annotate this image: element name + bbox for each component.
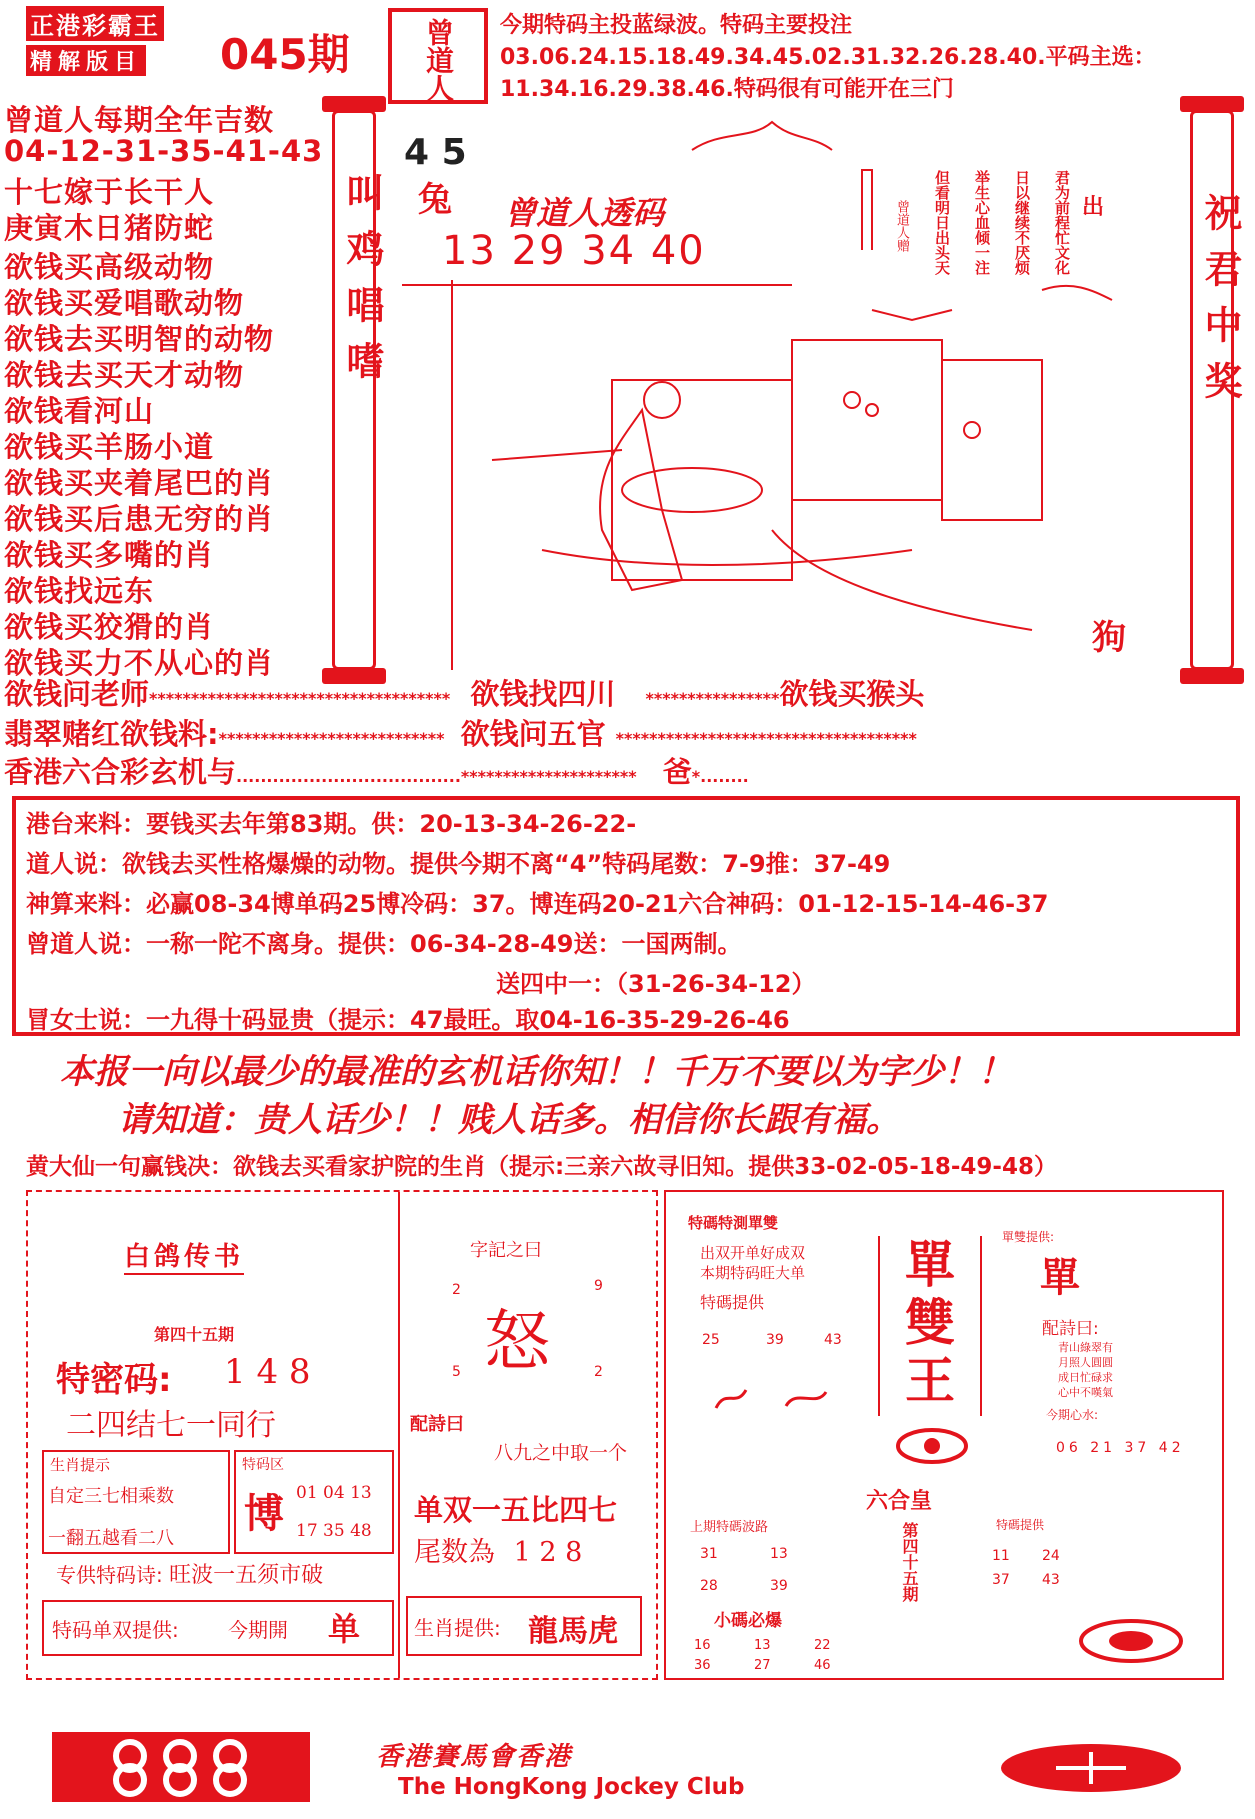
bl-special-label: 特码区 <box>242 1457 284 1473</box>
slogan-1: 本报一向以最少的最准的玄机话你知！！千万不要以为字少！！ <box>60 1052 1012 1092</box>
br-side-title: 單雙提供: <box>1002 1230 1055 1244</box>
scroll-left-text: 叫鸡唱嗜 <box>340 173 384 397</box>
br-head: 特碼特測單雙 <box>688 1214 779 1232</box>
bl-special-box <box>234 1450 394 1554</box>
br-poem-line: 成日忙碌求 <box>1058 1371 1113 1384</box>
bm-big-char: 怒 <box>484 1303 550 1380</box>
bl-hint-2: 一翻五越看二八 <box>48 1528 174 1549</box>
br-big-char: 王 <box>905 1352 955 1410</box>
br-poem-line: 青山綠翠有 <box>1058 1341 1113 1354</box>
picture-number-top: 4 5 <box>404 132 467 173</box>
br-small-num: 22 <box>814 1638 831 1653</box>
bl-slogan: 二四结七一同行 <box>66 1408 276 1443</box>
br-big-char: 單 <box>905 1236 955 1294</box>
picture-panel <box>392 110 1178 670</box>
header-logo <box>26 6 216 74</box>
bl-bet-char: 博 <box>244 1491 284 1537</box>
bm-zodiac-label: 生肖提供: <box>414 1616 501 1640</box>
mid-line-a: 欲钱问老师 <box>4 677 150 711</box>
left-line: 欲钱买狡猾的肖 <box>4 610 215 644</box>
br-small-num: 16 <box>694 1638 711 1653</box>
br-side-big: 單 <box>1040 1255 1080 1301</box>
br-small-num: 46 <box>814 1658 831 1673</box>
bl-poem: 旺波一五须市破 <box>169 1563 324 1588</box>
left-line: 欲钱买后患无穷的肖 <box>4 502 275 536</box>
bl-mid-box <box>398 1192 658 1678</box>
info-box <box>12 796 1240 1036</box>
info-line: 曾道人说：一称一陀不离身。提供：06-34-28-49送：一国两制。 <box>26 930 742 958</box>
stars: ********************* <box>460 767 637 786</box>
br-sub1: 出双开单好成双 <box>700 1244 806 1262</box>
mid-line-b: 欲钱找四川 <box>470 677 616 711</box>
dots: ..................................... <box>236 767 461 786</box>
mid-line-3 <box>4 750 749 791</box>
br-code: 43 <box>824 1332 842 1348</box>
br-tips-num: 24 <box>1042 1548 1060 1564</box>
seal-text: 曾道人 <box>422 18 455 102</box>
bm-poem-label: 配詩曰 <box>410 1414 464 1435</box>
mid-line-b: 爸 <box>662 755 692 789</box>
seal-box <box>388 8 488 104</box>
br-wave-label: 上期特碼波路 <box>690 1520 769 1535</box>
mid-line-b: 欲钱问五官 <box>460 717 606 751</box>
br-sub2: 本期特码旺大单 <box>700 1264 806 1282</box>
bm-line2-label: 尾数為 <box>414 1537 495 1568</box>
br-wave-num: 28 <box>700 1578 718 1594</box>
mid-line-1 <box>4 672 924 713</box>
br-wave-num: 39 <box>770 1578 788 1594</box>
br-big-title <box>878 1236 982 1416</box>
verse-col: 曾道人赠 <box>894 200 909 252</box>
left-line: 欲钱找远东 <box>4 574 155 608</box>
left-line: 曾道人每期全年吉数 <box>4 103 275 137</box>
bottom-right-panel <box>664 1190 1224 1680</box>
bl-hint-box <box>42 1450 230 1554</box>
bm-poem: 八九之中取一个 <box>494 1442 628 1464</box>
bm-corner-num: 2 <box>452 1282 461 1298</box>
br-code: 39 <box>766 1332 784 1348</box>
left-line: 欲钱买羊肠小道 <box>4 430 215 464</box>
bl-hint-title: 生肖提示 <box>50 1456 111 1474</box>
mid-line-a: 香港六合彩玄机与 <box>4 755 237 789</box>
verse-col: 举生心血倾一注 <box>973 170 991 275</box>
info-line: 道人说：欲钱去买性格爆燥的动物。提供今期不离“4”特码尾数：7-9推：37-49 <box>26 850 891 878</box>
info-line: 送四中一：（31-26-34-12） <box>496 970 816 998</box>
bl-double-label: 特码单双提供: <box>52 1618 179 1642</box>
br-poem-label: 配詩曰: <box>1042 1319 1099 1339</box>
footer-right-logo <box>996 1740 1186 1796</box>
br-tips-label: 特碼提供 <box>996 1518 1045 1532</box>
left-line: 欲钱去买天才动物 <box>4 358 245 392</box>
br-tips-num: 43 <box>1042 1572 1060 1588</box>
info-line: 神算来料：必赢08-34博单码25博冷码：37。博连码20-21六合神码：01-12-15-14-46-37 <box>26 890 1049 918</box>
bl-double-prefix: 今期開 <box>228 1618 288 1642</box>
picture-illustration <box>392 110 1178 670</box>
picture-title: 曾道人透码 <box>504 194 665 232</box>
bl-double-box <box>42 1600 394 1656</box>
left-line: 欲钱去买明智的动物 <box>4 322 275 356</box>
br-lower-title: 六合皇 <box>866 1489 933 1514</box>
bm-zodiac-value: 龍馬虎 <box>528 1614 618 1649</box>
br-wave-num: 31 <box>700 1546 718 1562</box>
bm-corner-num: 2 <box>594 1364 603 1380</box>
bl-issue: 第四十五期 <box>154 1325 235 1344</box>
br-small-label: 小碼必爆 <box>714 1611 782 1631</box>
left-line: 欲钱买多嘴的肖 <box>4 538 215 572</box>
left-line: 欲钱买夹着尾巴的肖 <box>4 466 275 500</box>
mid-line-a: 翡翠赌红欲钱料: <box>4 717 219 751</box>
verse-out: 出 <box>1082 195 1105 220</box>
br-poem-line: 心中不嘆氣 <box>1058 1386 1113 1399</box>
dots: *........ <box>691 767 749 786</box>
br-wave-num: 13 <box>770 1546 788 1562</box>
scroll-left <box>332 110 384 670</box>
bl-special-numbers: 01 04 13 17 35 48 <box>296 1483 372 1541</box>
stars: *************************** <box>218 729 445 748</box>
left-line: 十七嫁于长干人 <box>4 175 215 209</box>
br-small-num: 13 <box>754 1638 771 1653</box>
stars: ************************************ <box>149 689 451 708</box>
br-small-num: 27 <box>754 1658 771 1673</box>
bm-corner-num: 9 <box>594 1278 603 1294</box>
left-line: 欲钱买爱唱歌动物 <box>4 286 245 320</box>
br-big-char: 雙 <box>905 1294 955 1352</box>
bm-line1: 单双一五比四七 <box>414 1493 618 1527</box>
info-line: 冒女士说：一九得十码显贵（提示：47最旺。取04-16-35-29-26-46 <box>26 1006 790 1034</box>
br-code: 25 <box>702 1332 720 1348</box>
picture-dog: 狗 <box>1092 618 1126 658</box>
picture-numbers: 13 29 34 40 <box>442 228 706 274</box>
bm-line2 <box>414 1530 582 1569</box>
verse-col: 但看明日出头天 <box>933 170 951 275</box>
left-line: 欲钱看河山 <box>4 394 155 428</box>
br-tips-num: 37 <box>992 1572 1010 1588</box>
scroll-right <box>1190 110 1242 670</box>
br-flower-icon <box>892 1426 972 1466</box>
bl-poem-row <box>56 1558 323 1589</box>
scroll-right-text: 祝君中奖 <box>1198 193 1242 417</box>
left-line: 欲钱买高级动物 <box>4 250 215 284</box>
bl-code-value: 1 4 8 <box>224 1352 311 1392</box>
br-poem <box>1058 1340 1208 1400</box>
left-line: 04-12-31-35-41-43 <box>4 134 324 168</box>
bm-zodiac-box <box>406 1596 642 1656</box>
logo-line2: 精解版目 <box>26 45 146 76</box>
scroll-right-cap-bottom <box>1180 668 1244 684</box>
bl-double-value: 单 <box>328 1610 361 1648</box>
bm-corner-num: 5 <box>452 1364 461 1380</box>
stars: **************** <box>645 689 780 708</box>
info-line: 港台来料：要钱买去年第83期。供：20-13-34-26-22- <box>26 810 637 838</box>
stars: ************************************ <box>615 729 917 748</box>
footer-title-en: The HongKong Jockey Club <box>398 1774 745 1800</box>
br-seal-icon <box>1076 1616 1186 1666</box>
bl-hint-1: 自定三七相乘数 <box>48 1486 174 1507</box>
br-tips-num: 11 <box>992 1548 1010 1564</box>
mid-line-c: 欲钱买猴头 <box>779 677 925 711</box>
left-line: 欲钱买力不从心的肖 <box>4 646 275 680</box>
slogan-2: 请知道：贵人话少！！贱人话多。相信你长跟有福。 <box>118 1100 900 1140</box>
bl-title: 白鸽传书 <box>124 1236 244 1275</box>
header-notice: 今期特码主投蓝绿波。特码主要投注03.06.24.15.18.49.34.45.02.31.32.26.28.40.平码主选：11.34.16.29.38.46.特码很有可能开在三门 <box>500 13 1156 102</box>
br-issue-label: 第四十五期 <box>900 1522 919 1602</box>
br-zodiac-icons <box>706 1378 846 1418</box>
footer-left-logo <box>50 1730 312 1804</box>
picture-zodiac: 兔 <box>418 180 452 220</box>
br-code-label: 特碼提供 <box>700 1293 765 1312</box>
left-line: 庚寅木日猪防蛇 <box>4 211 215 245</box>
bm-head: 字記之曰 <box>470 1240 542 1261</box>
bm-line2-value: 1 2 8 <box>513 1537 583 1568</box>
bl-poem-label: 专供特码诗: <box>56 1563 163 1587</box>
bottom-left-panel <box>26 1190 658 1680</box>
br-poem-line: 月照人圓圓 <box>1058 1356 1113 1369</box>
footer-title-cn: 香港賽馬會香港 <box>376 1742 573 1772</box>
logo-line1: 正港彩霸王 <box>26 6 164 41</box>
br-heart-nums: 06 21 37 42 <box>1056 1440 1185 1456</box>
br-small-num: 36 <box>694 1658 711 1673</box>
verse-col: 君为前程忙文化 <box>1053 170 1071 275</box>
mid-line-2 <box>4 712 917 753</box>
issue-number: 045期 <box>220 30 350 79</box>
huang-line: 黄大仙一句赢钱决：欲钱去买看家护院的生肖（提示:三亲六故寻旧知。提供33-02-05-18-49-48） <box>26 1154 1057 1180</box>
br-heart-label: 今期心水: <box>1046 1408 1099 1422</box>
verse-col: 日以继续不厌烦 <box>1013 170 1031 275</box>
bl-code-label: 特密码: <box>56 1360 172 1400</box>
